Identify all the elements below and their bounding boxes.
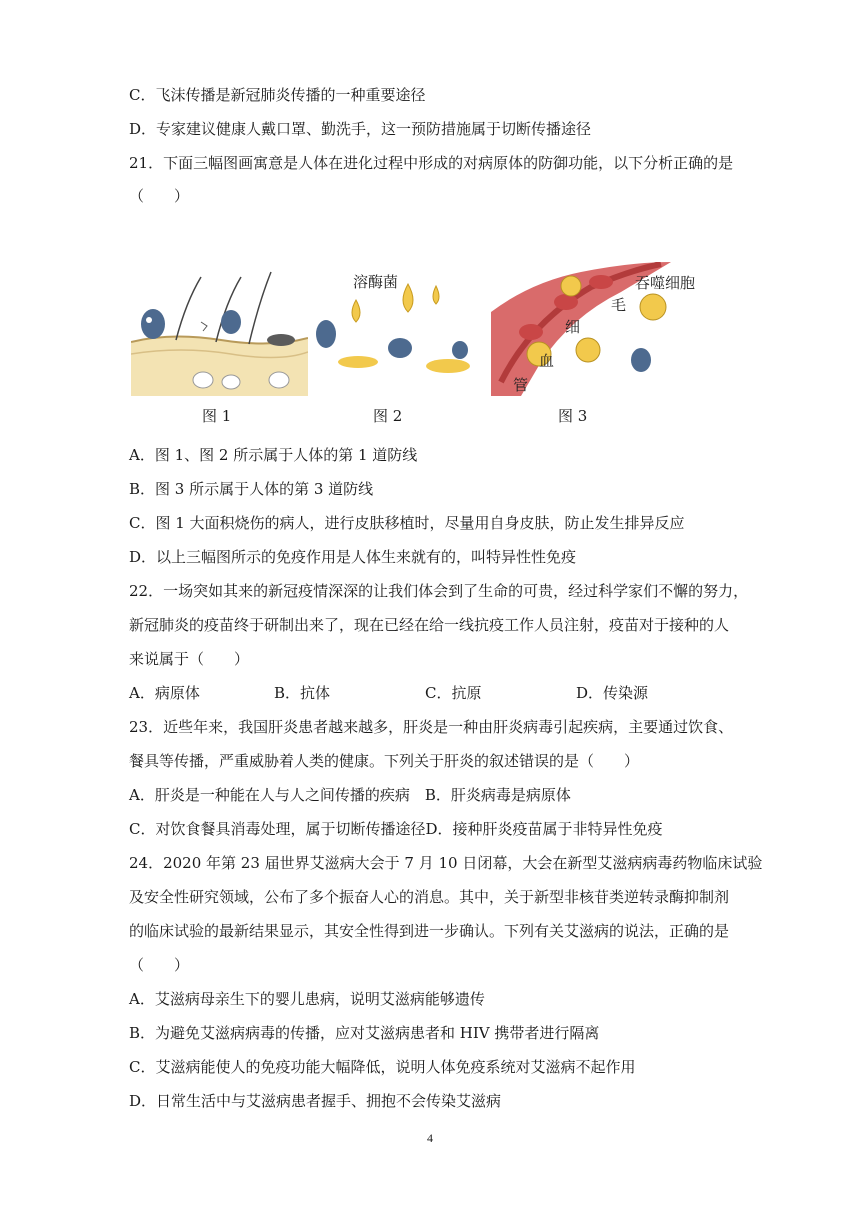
figure-1 xyxy=(131,262,308,396)
option-d-prev: D．专家建议健康人戴口罩、勤洗手，这一预防措施属于切断传播途径 xyxy=(129,120,592,138)
option-c-prev: C．飞沫传播是新冠肺炎传播的一种重要途径 xyxy=(129,86,426,104)
question-23-options-cd: C．对饮食餐具消毒处理，属于切断传播途径D．接种肝炎疫苗属于非特异性免疫 xyxy=(129,820,663,838)
question-24-line-1: 24．2020 年第 23 届世界艾滋病大会于 7 月 10 日闭幕，大会在新型艾滋病病毒药物临床试验 xyxy=(129,854,763,872)
fig3-label-xue-text: 血 xyxy=(539,352,555,370)
question-21-option-c: C．图 1 大面积烧伤的病人，进行皮肤移植时，尽量用自身皮肤，防止发生排异反应 xyxy=(129,514,685,532)
question-24-line-3: 的临床试验的最新结果显示，其安全性得到进一步确认。下列有关艾滋病的说法，正确的是 xyxy=(129,922,730,940)
question-24-option-a: A．艾滋病母亲生下的婴儿患病，说明艾滋病能够遗传 xyxy=(129,990,485,1008)
question-21-option-b: B．图 3 所示属于人体的第 3 道防线 xyxy=(129,480,374,498)
question-22-line-1: 22．一场突如其来的新冠疫情深深的让我们体会到了生命的可贵，经过科学家们不懈的努力， xyxy=(129,582,749,600)
question-22-option-d: D．传染源 xyxy=(576,684,649,702)
question-23-line-2: 餐具等传播，严重威胁着人类的健康。下列关于肝炎的叙述错误的是（ ） xyxy=(129,752,640,770)
fig3-label-guan-text: 管 xyxy=(513,376,529,394)
question-21-paren: （ ） xyxy=(129,187,190,205)
lysozyme-illustration xyxy=(308,262,488,396)
question-23-line-1: 23．近些年来，我国肝炎患者越来越多，肝炎是一种由肝炎病毒引起疾病，主要通过饮食、 xyxy=(129,718,734,736)
question-24-option-d: D．日常生活中与艾滋病患者握手、拥抱不会传染艾滋病 xyxy=(129,1092,502,1110)
question-21-option-a: A．图 1、图 2 所示属于人体的第 1 道防线 xyxy=(129,446,418,464)
question-22-options xyxy=(129,683,729,703)
phagocyte-illustration xyxy=(491,262,716,396)
question-24-paren: （ ） xyxy=(129,956,190,974)
question-22-option-a: A．病原体 xyxy=(129,684,200,702)
question-21-stem: 21．下面三幅图画寓意是人体在进化过程中形成的对病原体的防御功能，以下分析正确的是 xyxy=(129,154,734,172)
page-number: 4 xyxy=(427,1131,433,1145)
fig3-label-cell-text: 吞噬细胞 xyxy=(635,274,696,292)
fig3-label-xi-text: 细 xyxy=(565,318,581,336)
skin-barrier-illustration xyxy=(131,262,308,396)
question-24-line-2: 及安全性研究领域，公布了多个振奋人心的消息。其中，关于新型非核苷类逆转录酶抑制剂 xyxy=(129,888,730,906)
figure-3 xyxy=(491,262,716,396)
question-23-options-ab: A．肝炎是一种能在人与人之间传播的疾病 B．肝炎病毒是病原体 xyxy=(129,786,571,804)
question-22-line-3: 来说属于（ ） xyxy=(129,650,250,668)
figure-2-caption: 图 2 xyxy=(373,407,403,425)
question-22-option-c: C．抗原 xyxy=(425,684,482,702)
fig2-label-text: 溶酶菌 xyxy=(353,273,399,291)
question-22-option-b: B．抗体 xyxy=(274,684,331,702)
figure-3-caption: 图 3 xyxy=(558,407,588,425)
question-24-option-b: B．为避免艾滋病病毒的传播，应对艾滋病患者和 HIV 携带者进行隔离 xyxy=(129,1024,600,1042)
fig3-label-mao-text: 毛 xyxy=(611,296,627,314)
figure-2 xyxy=(308,262,488,396)
question-21-option-d: D．以上三幅图所示的免疫作用是人体生来就有的，叫特异性性免疫 xyxy=(129,548,577,566)
question-24-option-c: C．艾滋病能使人的免疫功能大幅降低，说明人体免疫系统对艾滋病不起作用 xyxy=(129,1058,636,1076)
question-22-line-2: 新冠肺炎的疫苗终于研制出来了，现在已经在给一线抗疫工作人员注射，疫苗对于接种的人 xyxy=(129,616,730,634)
figure-1-caption: 图 1 xyxy=(202,407,232,425)
